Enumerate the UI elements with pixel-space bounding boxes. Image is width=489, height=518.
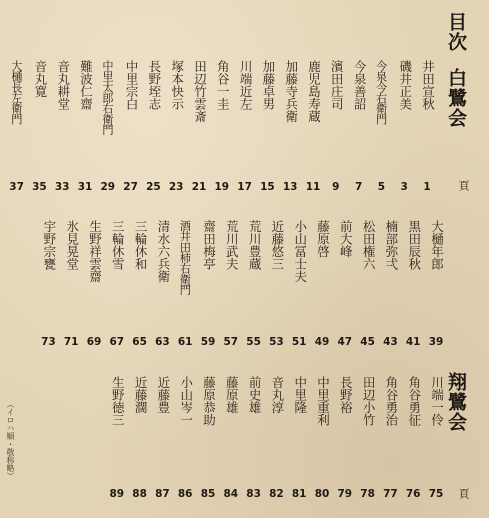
entry-name: 角谷一圭 [215,60,231,110]
entry-page-number: 43 [383,336,398,348]
entry-name: 前史雄 [247,376,263,414]
entry-name: 鹿児島寿蔵 [306,60,322,123]
entry-name: 田辺小竹 [361,376,377,426]
entry-name: 松田権六 [361,220,377,270]
entry-name: 加藤卓男 [260,60,276,110]
entry-name: 楠部弥弌 [383,220,399,270]
entry-name: 磯井正美 [397,60,413,110]
entry-name: 音丸寛 [32,60,48,98]
entry-page-number: 45 [360,336,375,348]
entry-page-number: 23 [168,181,184,193]
entry-name: 藤原啓 [315,220,331,258]
entry-name: 藤原恭助 [201,376,217,426]
entry-page-number: 78 [360,488,375,500]
entry-page-number: 37 [9,181,24,193]
entry-name: 小山冨士夫 [292,220,308,283]
entry-name: 近藤濶 [133,376,149,414]
entry-name: 今泉善詔 [352,60,368,110]
entry-name: 長野垤志 [146,60,162,110]
entry-page-number: 57 [223,336,239,348]
entry-name: 今泉今右衛門 [374,60,388,125]
entry-name: 荒川豊蔵 [247,220,263,270]
entry-name: 小山岑一 [178,376,194,426]
entry-name: 荒川武夫 [224,220,240,270]
entry-page-number: 65 [132,336,147,348]
entry-page-number: 86 [177,488,193,500]
entry-name: 角谷勇征 [406,376,422,426]
entry-name: 中里隆 [292,376,308,414]
entry-name: 氷見晃堂 [64,220,80,270]
entry-name: 音丸耕堂 [55,60,71,110]
entry-name: 加藤寺兵衛 [283,60,299,123]
entry-page-number: 83 [246,488,261,500]
entry-page-number: 75 [428,488,444,500]
entry-page-number: 79 [337,488,353,500]
entry-page-number: 88 [132,488,147,500]
entry-page-number: 33 [54,181,70,193]
entry-page-number: 89 [109,488,125,500]
entry-name: 生野徳三 [110,376,126,426]
entry-name: 齋田梅亭 [201,220,217,270]
entry-name: 川端近左 [238,60,254,110]
entry-name: 近藤豊 [155,376,171,414]
footnote: （イロハ順・敬称略） [6,400,15,480]
entry-page-number: 87 [155,488,170,500]
entry-page-number: 71 [63,336,79,348]
entry-name: 塚本快示 [169,60,185,110]
entry-page-number: 47 [337,336,353,348]
entry-page-number: 84 [223,488,239,500]
entry-page-number: 35 [32,181,47,193]
entry-page-number: 15 [260,181,275,193]
entry-page-number: 82 [269,488,284,500]
entry-name: 井田宣秋 [420,60,436,110]
entry-page-number: 55 [246,336,261,348]
entry-page-number: 17 [237,181,252,193]
entry-name: 藤原雄 [224,376,240,414]
entry-page-number: 51 [291,336,307,348]
entry-page-number: 31 [77,181,93,193]
entry-page-number: 59 [200,336,216,348]
entry-page-number: 27 [123,181,138,193]
entry-name: 大樋長左衛門 [9,60,23,125]
entry-page-number: 73 [41,336,56,348]
entry-name: 難波仁齋 [78,60,94,110]
entry-page-number: 13 [282,181,298,193]
entry-name: 川端一伶 [429,376,445,426]
entry-page-number: 21 [191,181,207,193]
entry-page-number: 3 [400,181,408,193]
entry-page-number: 25 [146,181,161,193]
entry-name: 中里重利 [315,376,331,426]
entry-name: 中里宗白 [124,60,140,110]
entry-name: 大樋年郎 [429,220,445,270]
entry-page-number: 49 [314,336,330,348]
section-title-hakuro: 白鷺会 [445,68,467,128]
entry-page-number: 11 [305,181,321,193]
entry-name: 黒田辰秋 [406,220,422,270]
entry-name: 田辺竹雲斎 [192,60,208,123]
entry-name: 清水六兵衛 [155,220,171,283]
entry-name: 酒井田柿右衛門 [178,220,192,295]
entry-name: 角谷勇治 [383,376,399,426]
entry-page-number: 39 [428,336,444,348]
entry-name: 中里太郎右衛門 [101,60,114,135]
entry-page-number: 67 [109,336,125,348]
entry-name: 近藤悠三 [269,220,285,270]
page-title: 目次 [445,12,467,52]
entry-page-number: 85 [200,488,216,500]
entry-name: 三輪休雪 [110,220,126,270]
section-title-shoro: 翔鷺会 [445,372,467,432]
entry-name: 三輪休和 [133,220,149,270]
entry-page-number: 81 [291,488,307,500]
entry-page-number: 1 [423,181,431,193]
entry-page-number: 80 [314,488,330,500]
entry-page-number: 19 [214,181,230,193]
entry-page-number: 29 [100,181,116,193]
entry-name: 音丸淳 [269,376,285,414]
entry-page-number: 53 [269,336,284,348]
entry-page-number: 9 [332,181,340,193]
entry-name: 前大峰 [338,220,354,258]
entry-page-number: 69 [86,336,102,348]
page-label-hakuro: 頁 [457,180,470,191]
page-label-shoro: 頁 [457,488,470,499]
entry-name: 長野裕 [338,376,354,414]
entry-name: 宇野宗甕 [41,220,57,270]
entry-page-number: 41 [405,336,421,348]
entry-page-number: 61 [177,336,193,348]
entry-page-number: 7 [354,181,363,193]
entry-name: 生野祥雲齋 [87,220,103,283]
entry-page-number: 77 [383,488,398,500]
entry-page-number: 5 [377,181,386,193]
entry-page-number: 63 [155,336,170,348]
entry-name: 濱田庄司 [329,60,345,110]
entry-page-number: 76 [405,488,421,500]
